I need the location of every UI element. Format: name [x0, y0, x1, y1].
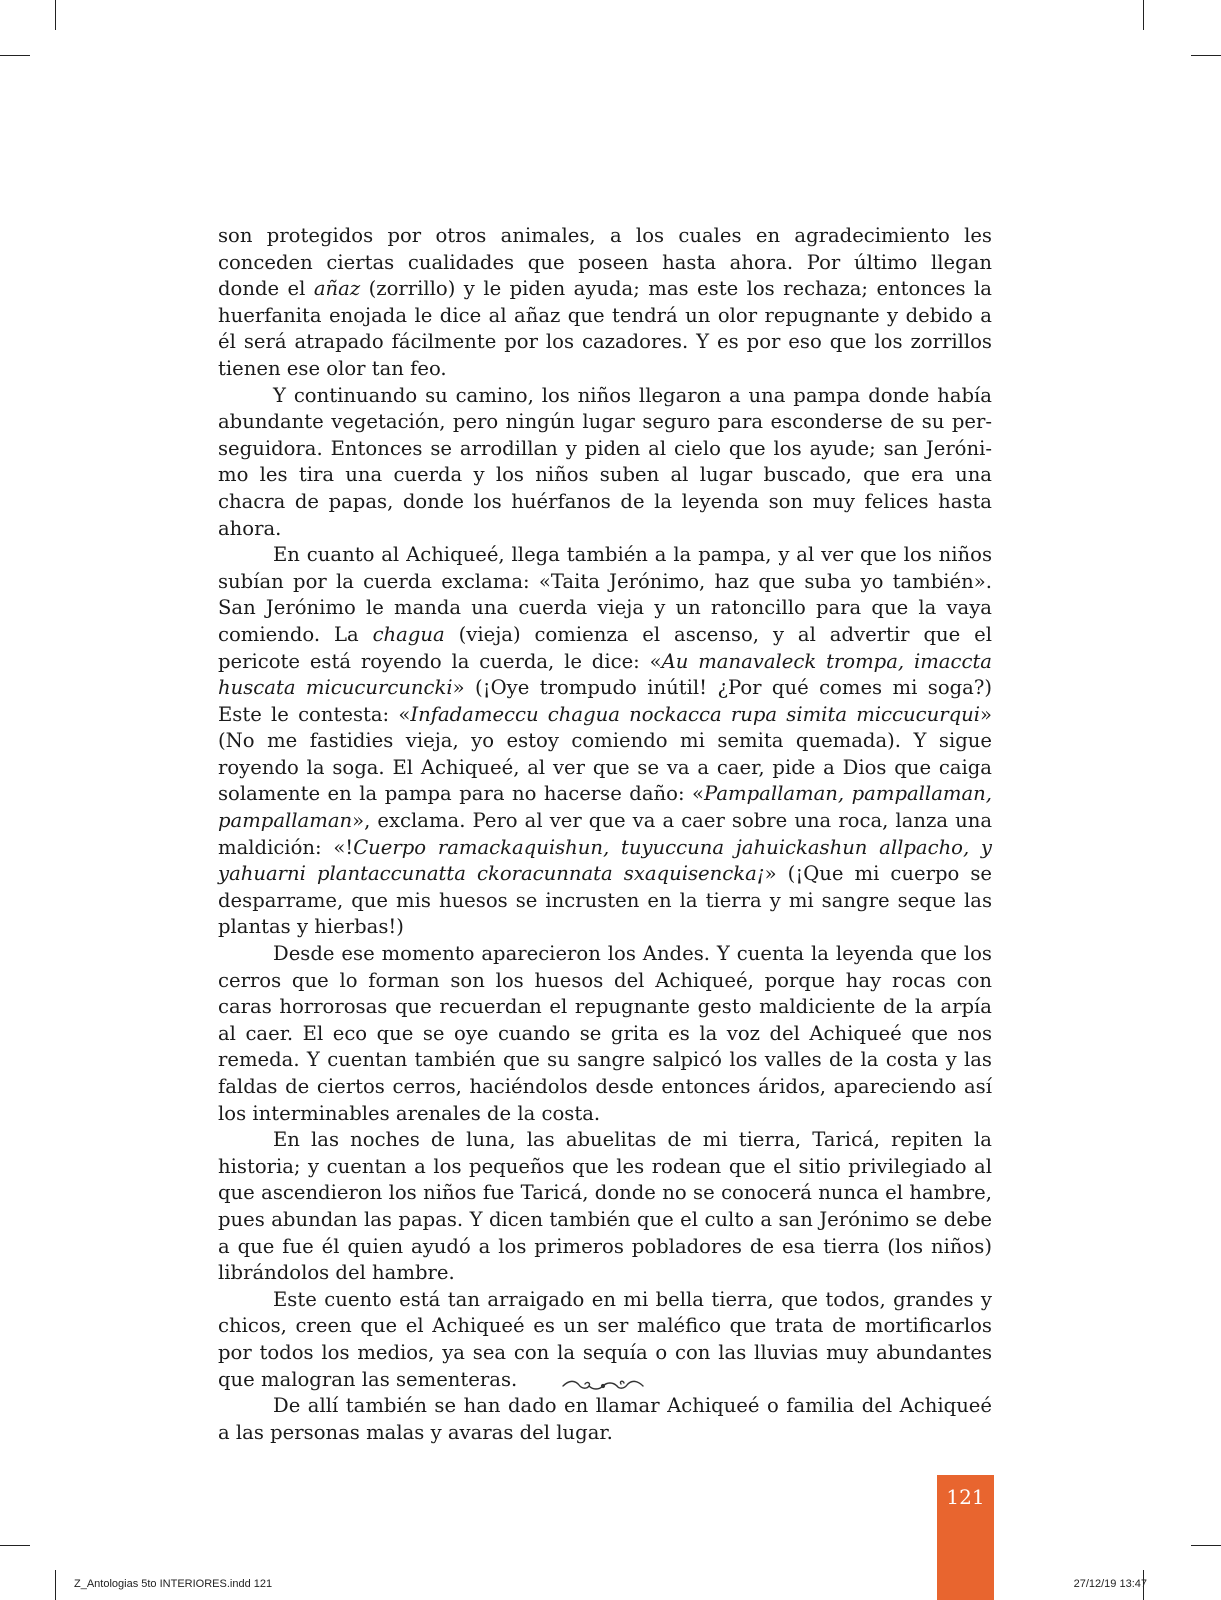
print-slug-timestamp: 27/12/19 13:47: [1073, 1578, 1147, 1590]
paragraph-4: Desde ese momento aparecieron los Andes. Y cuenta la leyenda que los cerros que lo forman son los huesos del Achiqueé, porque hay rocas con caras horrorosas que recuerdan el repugnante gesto maldiciente de la arpía al caer. El eco que se oye cuando se grita es la voz del Achiqueé que nos remeda. Y cuentan también que su sangre salpicó los valles de la costa y las faldas de ciertos cerros, haciéndolos desde entonces áridos, apareciendo así los interminables arenales de la costa.: [218, 942, 992, 1125]
paragraph-1: [218, 223, 992, 383]
paragraph-7: De allí también se han dado en llamar Achiqueé o familia del Achiqueé a las personas malas y avaras del lugar.: [218, 1394, 992, 1444]
text-run: » (¡Que mi cuerpo se desparrame, que mis huesos se incrusten en la tierra y mi sangre seque las plantas y hierbas!): [218, 862, 992, 939]
crop-mark-top-right-h: [1191, 55, 1221, 56]
text-run: (zorrillo) y le piden ayuda; mas este los rechaza; entonces la huerfanita enojada le dice al añaz que tendrá un olor repugnante y debido a él será atrapado fácilmente por los cazadores. Y es por eso que los zorrillos tienen ese olor tan feo.: [218, 277, 992, 380]
crop-mark-top-left: [55, 0, 56, 30]
page-number: 121: [946, 1485, 985, 1509]
text-run: (vieja) comienza el ascenso, y al advertir que el pericote está royendo la cuerda, le dice: «: [218, 622, 992, 673]
swirl-divider-icon: [561, 1376, 645, 1396]
crop-mark-bottom-left-h: [0, 1545, 30, 1546]
print-slug-filename: Z_Antologias 5to INTERIORES.indd 121: [74, 1578, 273, 1590]
crop-mark-top-left-h: [0, 55, 30, 56]
crop-mark-top-right: [1143, 0, 1144, 30]
paragraph-5: En las noches de luna, las abuelitas de mi tierra, Taricá, repiten la historia; y cuentan a los pequeños que les rodean que el sitio privilegiado al que ascendieron los niños fue Taricá, donde no se conocerá nunca el hambre, pues abundan las papas. Y dicen también que el culto a san Jerónimo se debe a que fue él quien ayudó a los primeros pobladores de esa tierra (los niños) librándolos del hambre.: [218, 1128, 992, 1285]
crop-mark-bottom-left: [55, 1570, 56, 1600]
italic-term: añaz: [313, 277, 361, 301]
italic-quote: Cuerpo ramackaquishun, tuyuccuna jahuickashun allpacho, y yahuarni plantaccunatta ckoracunnata sxaquisencka¡: [218, 835, 992, 886]
paragraph-6: Este cuento está tan arraigado en mi bella tierra, que todos, grandes y chicos, creen que el Achiqueé es un ser maléfico que trata de mortificarlos por todos los medios, ya sea con la sequía o con las lluvias muy abundantes que malogran las sementeras.: [218, 1287, 992, 1391]
crop-mark-bottom-right-h: [1191, 1545, 1221, 1546]
italic-quote: Au manavaleck trompa, imaccta huscata micucurcuncki: [218, 649, 992, 700]
paragraph-3: [218, 542, 992, 941]
italic-quote: Infadameccu chagua nockacca rupa simita miccucurqui: [410, 702, 981, 726]
text-run: » (¡Oye trompudo inútil! ¿Por qué comes mi soga?) Este le contesta: «: [218, 676, 992, 726]
text-run: » (No me fastidies vieja, yo estoy comiendo mi semita quemada). Y sigue royendo la soga. El Achiqueé, al ver que se va a caer, pide a Dios que caiga solamente en la pampa para no hacerse daño: «: [218, 702, 993, 806]
text-run: », exclama. Pero al ver que va a caer sobre una roca, lanza una maldición: «!: [218, 809, 992, 859]
text-run: son protegidos por otros animales, a los cuales en agradecimiento les conceden ciertas cualidades que poseen hasta ahora. Por último llegan donde el: [218, 224, 992, 301]
italic-quote: Pampallaman, pampallaman, pampallaman: [218, 782, 992, 833]
story-text: [218, 223, 992, 1446]
text-run: En cuanto al Achiqueé, llega también a la pampa, y al ver que los niños subían por la cuerda exclama: «Taita Jerónimo, haz que suba yo también». San Jerónimo le manda una cuerda vieja y un ratoncillo para que la vaya comiendo. La: [218, 543, 992, 646]
italic-term: chagua: [372, 622, 445, 646]
paragraph-2: Y continuando su camino, los niños llegaron a una pampa donde había abundante vegetación, pero ningún lugar seguro para esconderse de su perseguidora. Entonces se arrodillan y piden al cielo que los ayude; san Jerónimo les tira una cuerda y los niños suben al lugar buscado, que era una chacra de papas, donde los huérfanos de la leyenda son muy felices hasta ahora.: [218, 383, 992, 540]
